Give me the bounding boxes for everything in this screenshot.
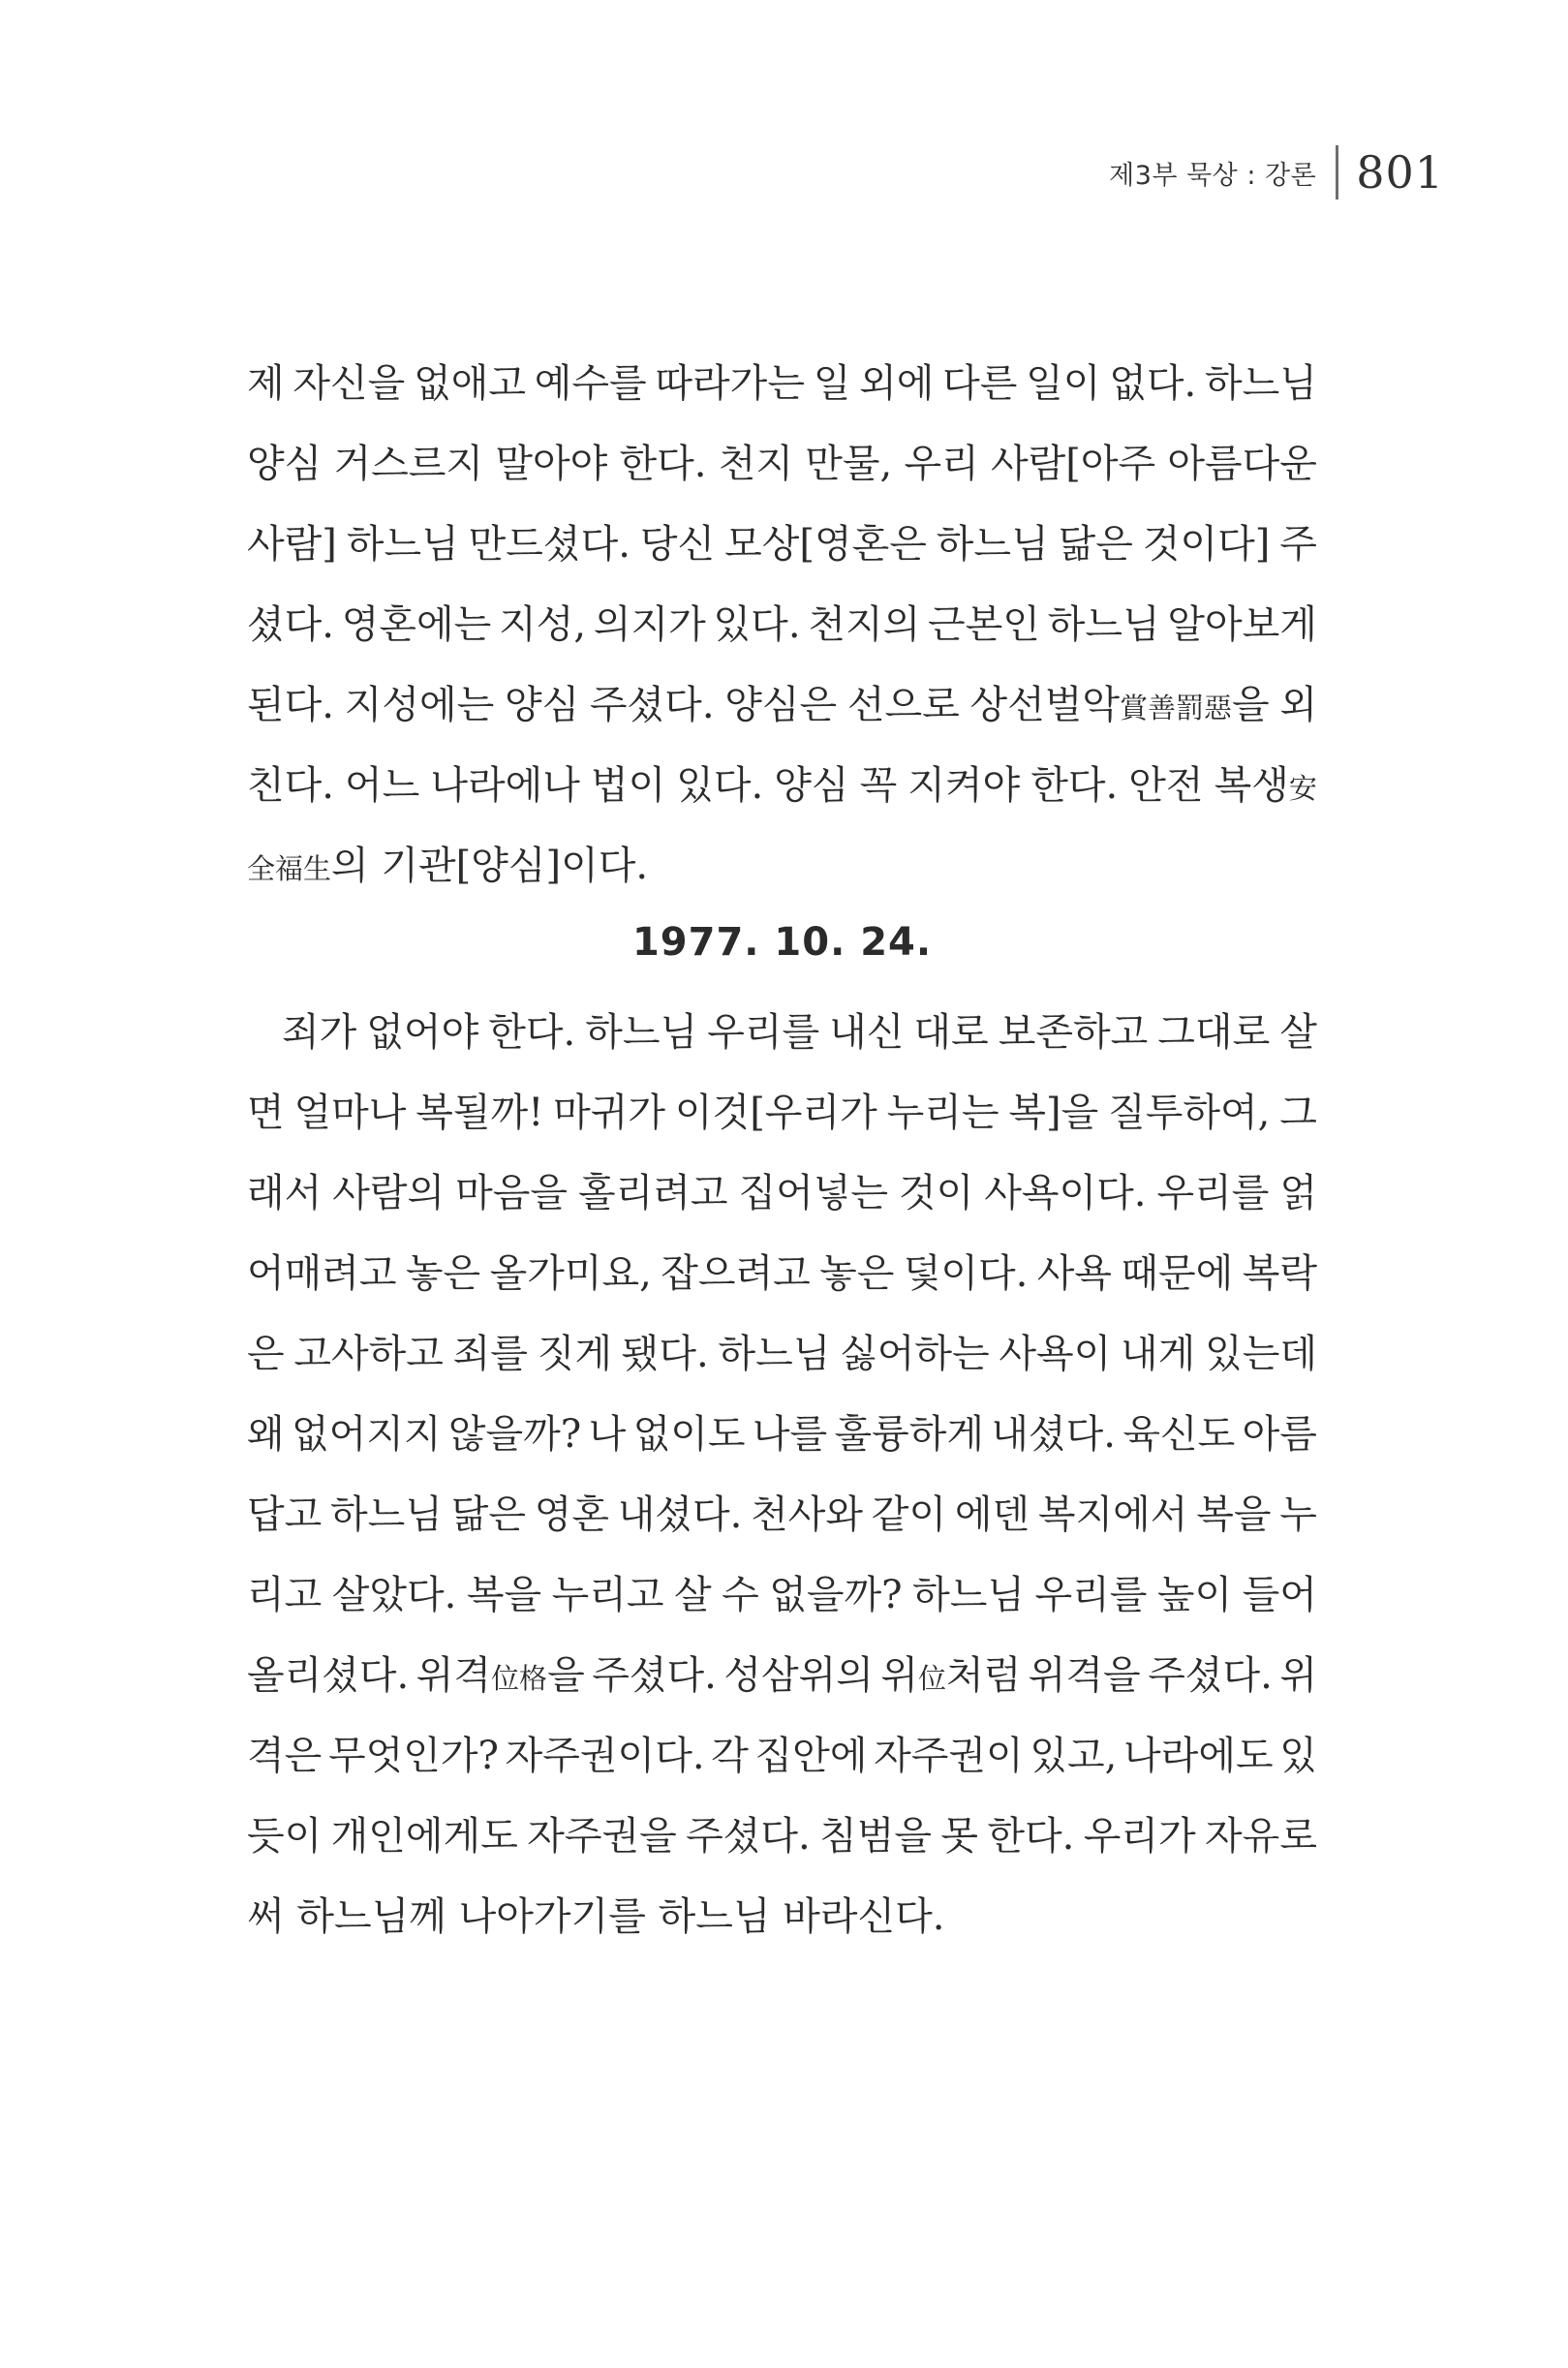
word: 하느님 bbox=[1204, 361, 1317, 406]
word: 됐다. bbox=[621, 1332, 709, 1376]
word: 있다. bbox=[676, 763, 764, 808]
word: 있고, bbox=[1030, 1734, 1118, 1778]
word: 답고 bbox=[247, 1492, 323, 1537]
text-line bbox=[247, 1395, 1317, 1475]
word: 얼마나 bbox=[293, 1091, 407, 1135]
word: 면 bbox=[247, 1091, 285, 1135]
word: 있는데 bbox=[1205, 1332, 1317, 1376]
word: 알아보게 bbox=[1167, 602, 1317, 647]
word: 않을까? bbox=[447, 1412, 582, 1457]
word: 주 bbox=[1279, 522, 1317, 567]
word: 닮은 bbox=[1058, 522, 1133, 567]
word: 말아야 bbox=[495, 442, 608, 486]
word: 안전 bbox=[1128, 763, 1204, 808]
word: 선으로 bbox=[846, 683, 960, 727]
word: 복지에서 bbox=[1037, 1492, 1188, 1537]
word: 마음을 bbox=[455, 1171, 569, 1215]
word: 개인에게도 bbox=[330, 1814, 518, 1859]
word: 짓게 bbox=[537, 1332, 612, 1376]
word: 하느님 bbox=[330, 1492, 443, 1537]
word: 놓은 bbox=[819, 1251, 895, 1296]
word: 우리가 bbox=[1083, 1814, 1196, 1859]
word: 래서 bbox=[247, 1171, 323, 1215]
word: 자주권이 bbox=[874, 1734, 1024, 1778]
word: 우리를 bbox=[1034, 1573, 1148, 1617]
word: 이것[우리가 bbox=[674, 1091, 877, 1135]
word: 자주권이다. bbox=[505, 1734, 705, 1778]
text-line bbox=[247, 1073, 1317, 1153]
word: 하느님 bbox=[658, 1894, 771, 1939]
word: 나라에도 bbox=[1123, 1734, 1274, 1778]
word: 양심은 bbox=[724, 683, 838, 727]
word: 같이 bbox=[871, 1492, 947, 1537]
word: 죄를 bbox=[452, 1332, 528, 1376]
word: 없이도 bbox=[632, 1412, 746, 1457]
word: 복될까! bbox=[415, 1091, 544, 1135]
word: 기관[양심]이다. bbox=[381, 844, 649, 888]
word: 만드셨다. bbox=[468, 522, 630, 567]
word: 얽 bbox=[1279, 1171, 1317, 1215]
word: 사욕 bbox=[1036, 1251, 1113, 1296]
text-line bbox=[247, 1314, 1317, 1395]
word: 된다. bbox=[247, 683, 334, 727]
word: 나 bbox=[588, 1412, 627, 1457]
paragraph-1 bbox=[247, 344, 1317, 907]
word: 복을 bbox=[466, 1573, 542, 1617]
word: 외에 bbox=[859, 361, 935, 406]
text-line bbox=[247, 344, 1317, 424]
text-line bbox=[247, 1234, 1317, 1314]
word: 따라가는 bbox=[655, 361, 805, 406]
word: 내게 bbox=[1121, 1332, 1196, 1376]
hanja-gloss: 賞善罰惡 bbox=[1120, 692, 1233, 724]
word: 격은 bbox=[247, 1734, 323, 1778]
word: 하느님께 bbox=[296, 1894, 446, 1939]
word: 천지의 bbox=[808, 602, 921, 647]
word: 누리는 bbox=[886, 1091, 999, 1135]
word: 리고 bbox=[247, 1573, 323, 1617]
word: 나아가기를 bbox=[458, 1894, 646, 1939]
word: 자유로 bbox=[1205, 1814, 1317, 1859]
word: 위 bbox=[1279, 1653, 1317, 1698]
word: 우리를 bbox=[707, 1010, 820, 1055]
word: 주셨다. bbox=[1148, 1653, 1273, 1698]
word: 만물, bbox=[805, 442, 893, 486]
word: 마귀가 bbox=[553, 1091, 666, 1135]
text-line bbox=[247, 1475, 1317, 1555]
word: 일이 bbox=[1026, 361, 1101, 406]
word: 지성에는 bbox=[344, 683, 495, 727]
word: 각 bbox=[711, 1734, 749, 1778]
running-head bbox=[1109, 145, 1444, 200]
word: 복을 bbox=[1196, 1492, 1272, 1537]
word: 지성, bbox=[499, 602, 587, 647]
word: 써 bbox=[247, 1894, 285, 1939]
word: 천사와 bbox=[751, 1492, 864, 1537]
word: 영혼에는 bbox=[341, 602, 492, 647]
word: 우리 bbox=[904, 442, 979, 486]
word: 상선벌악賞善罰惡을 bbox=[969, 683, 1270, 727]
word: 못 bbox=[940, 1814, 979, 1859]
word: 주셨다. bbox=[589, 683, 715, 727]
word: 양심 bbox=[247, 442, 323, 486]
word: 사람[아주 bbox=[990, 442, 1156, 486]
word: 한다. bbox=[987, 1814, 1075, 1859]
word: 왜 bbox=[247, 1412, 285, 1457]
word: 양심 bbox=[774, 763, 849, 808]
entry-date: 1977. 10. 24. bbox=[631, 920, 933, 965]
text-line bbox=[247, 424, 1317, 505]
text-line bbox=[247, 1555, 1317, 1636]
word: 바라신다. bbox=[783, 1894, 945, 1939]
word: 그 bbox=[1279, 1091, 1317, 1135]
word: 침범을 bbox=[819, 1814, 933, 1859]
word: 우리를 bbox=[1156, 1171, 1270, 1215]
word: 에덴 bbox=[954, 1492, 1030, 1537]
word: 자주권을 bbox=[527, 1814, 677, 1859]
text-line bbox=[247, 1716, 1317, 1797]
word: 복락 bbox=[1242, 1251, 1317, 1296]
word: 살 bbox=[1279, 1010, 1317, 1055]
word: 내셨다. bbox=[991, 1412, 1117, 1457]
word: 근본인 bbox=[928, 602, 1040, 647]
word: 닮은 bbox=[450, 1492, 526, 1537]
word: 하느님 bbox=[718, 1332, 831, 1376]
word: 영혼 bbox=[534, 1492, 610, 1537]
word: 때문에 bbox=[1121, 1251, 1234, 1296]
word: 집어넣는 bbox=[738, 1171, 889, 1215]
word: 고사하고 bbox=[293, 1332, 444, 1376]
word: 있다. bbox=[713, 602, 801, 647]
word: 외 bbox=[1279, 683, 1317, 727]
word: 사람의 bbox=[332, 1171, 446, 1215]
word: 없어지지 bbox=[291, 1412, 442, 1457]
word: 모상[영혼은 bbox=[724, 522, 927, 567]
word: 없어야 bbox=[366, 1010, 479, 1055]
word: 하느님 bbox=[346, 522, 459, 567]
word: 예수를 bbox=[534, 361, 647, 406]
text-line bbox=[247, 505, 1317, 585]
word: 한다. bbox=[1030, 763, 1119, 808]
word: 홀리려고 bbox=[577, 1171, 728, 1215]
word: 사욕이다. bbox=[984, 1171, 1147, 1215]
word: 들어 bbox=[1242, 1573, 1317, 1617]
word: 하느님 bbox=[1047, 602, 1160, 647]
text-line bbox=[247, 746, 1317, 826]
word: 어매려고 bbox=[247, 1251, 397, 1296]
word: 있 bbox=[1279, 1734, 1317, 1778]
text-line bbox=[247, 1877, 1317, 1957]
page-number: 801 bbox=[1356, 146, 1444, 199]
word: 하느님 bbox=[936, 522, 1049, 567]
word: 것이다] bbox=[1142, 522, 1271, 567]
word: 무엇인가? bbox=[327, 1734, 499, 1778]
word: 복생安 bbox=[1214, 763, 1317, 808]
word: 올리셨다. bbox=[247, 1653, 410, 1698]
hanja-gloss: 位格 bbox=[491, 1662, 548, 1695]
word: 자신을 bbox=[292, 361, 406, 406]
word: 위격位格을 bbox=[415, 1653, 585, 1698]
word: 보존하고 bbox=[998, 1010, 1149, 1055]
word: 죄가 bbox=[282, 1010, 357, 1055]
word: 그대로 bbox=[1157, 1010, 1271, 1055]
word: 주셨다. bbox=[592, 1653, 717, 1698]
word: 어느 bbox=[345, 763, 420, 808]
word: 싫어하는 bbox=[840, 1332, 990, 1376]
text-line bbox=[247, 1797, 1317, 1877]
word: 은 bbox=[247, 1332, 285, 1376]
text-line bbox=[247, 1153, 1317, 1234]
text-line bbox=[247, 1636, 1317, 1716]
word: 없애고 bbox=[414, 361, 526, 406]
word: 놓은 bbox=[405, 1251, 481, 1296]
word: 덫이다. bbox=[903, 1251, 1029, 1296]
word: 양심 bbox=[504, 683, 580, 727]
word: 육신도 bbox=[1122, 1412, 1236, 1457]
word: 주셨다. bbox=[686, 1814, 811, 1859]
word: 나라에나 bbox=[430, 763, 580, 808]
word: 일 bbox=[813, 361, 851, 406]
word: 꼭 bbox=[859, 763, 898, 808]
text-line bbox=[247, 585, 1317, 665]
word: 없을까? bbox=[769, 1573, 903, 1617]
word: 훌륭하게 bbox=[834, 1412, 985, 1457]
word: 아름다운 bbox=[1167, 442, 1317, 486]
word: 듯이 bbox=[247, 1814, 323, 1859]
word: 성삼위의 bbox=[723, 1653, 874, 1698]
section-title: 제3부 묵상 : 강론 bbox=[1109, 160, 1317, 191]
text-line bbox=[247, 665, 1317, 746]
word: 하느님 bbox=[585, 1010, 698, 1055]
hanja-gloss: 全福生 bbox=[247, 852, 332, 885]
word: 제 bbox=[247, 361, 285, 406]
word: 높이 bbox=[1156, 1573, 1233, 1617]
word: 내셨다. bbox=[617, 1492, 743, 1537]
word: 복]을 bbox=[1008, 1091, 1099, 1135]
word: 한다. bbox=[488, 1010, 576, 1055]
word: 全福生의 bbox=[247, 844, 369, 888]
word: 의지가 bbox=[593, 602, 706, 647]
word: 당신 bbox=[639, 522, 716, 567]
word: 수 bbox=[722, 1573, 759, 1617]
word: 살 bbox=[674, 1573, 712, 1617]
word: 질투하여, bbox=[1108, 1091, 1271, 1135]
hanja-gloss: 位 bbox=[918, 1662, 947, 1695]
word: 누 bbox=[1279, 1492, 1317, 1537]
word: 살았다. bbox=[331, 1573, 457, 1617]
word: 한다. bbox=[619, 442, 707, 486]
word: 다른 bbox=[942, 361, 1018, 406]
hanja-gloss: 安 bbox=[1288, 772, 1317, 805]
word: 없다. bbox=[1109, 361, 1197, 406]
word: 올가미요, bbox=[489, 1251, 652, 1296]
text-line bbox=[247, 826, 1317, 907]
word: 셨다. bbox=[247, 602, 334, 647]
word: 사람] bbox=[247, 522, 337, 567]
word: 위격을 bbox=[1028, 1653, 1141, 1698]
text-line bbox=[247, 993, 1317, 1073]
word: 거스르지 bbox=[333, 442, 484, 486]
word: 것이 bbox=[899, 1171, 974, 1215]
word: 지켜야 bbox=[907, 763, 1021, 808]
word: 내신 bbox=[829, 1010, 905, 1055]
word: 집안에 bbox=[754, 1734, 868, 1778]
header-divider bbox=[1336, 145, 1338, 200]
word: 대로 bbox=[913, 1010, 989, 1055]
word: 법이 bbox=[590, 763, 666, 808]
word: 위位처럼 bbox=[880, 1653, 1022, 1698]
word: 친다. bbox=[247, 763, 334, 808]
entry-body bbox=[247, 993, 1317, 1957]
word: 나를 bbox=[752, 1412, 828, 1457]
word: 누리고 bbox=[551, 1573, 664, 1617]
word: 하느님 bbox=[912, 1573, 1025, 1617]
word: 잡으려고 bbox=[661, 1251, 811, 1296]
word: 사욕이 bbox=[999, 1332, 1112, 1376]
word: 아름 bbox=[1242, 1412, 1317, 1457]
word: 천지 bbox=[718, 442, 793, 486]
